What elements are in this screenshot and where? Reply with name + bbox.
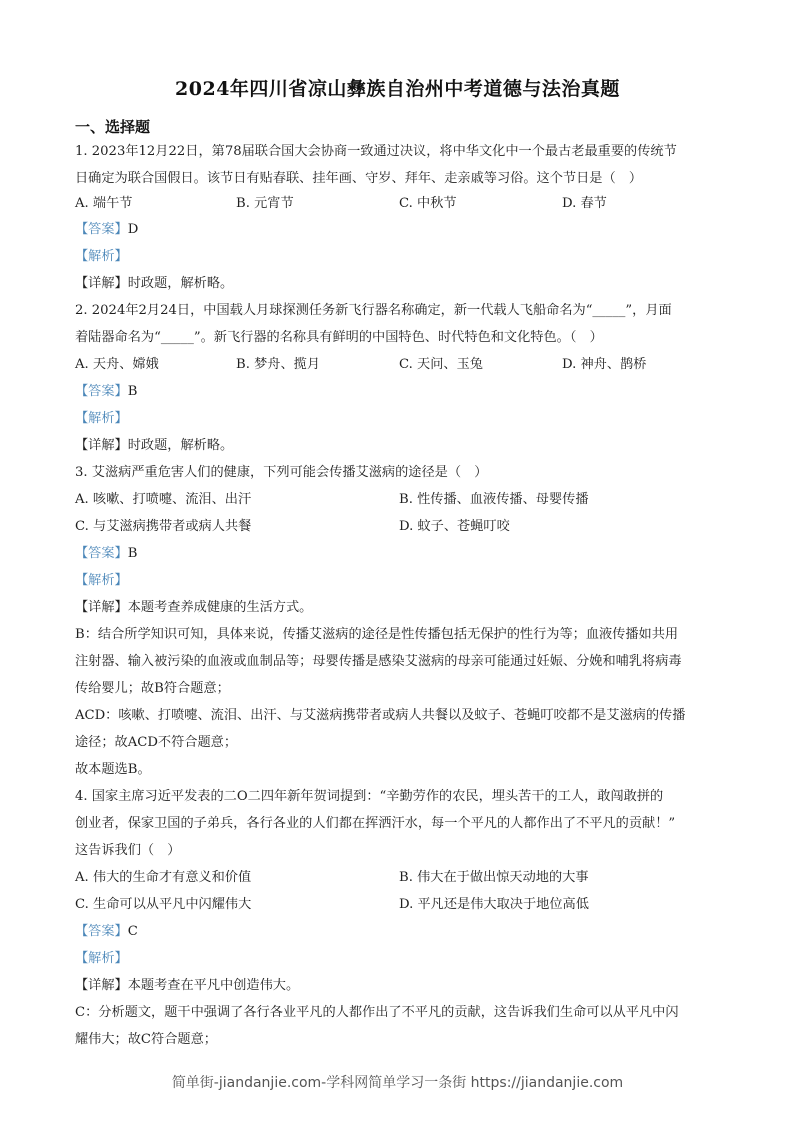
q2-stem-line-1: 2. 2024年2月24日，中国载人月球探测任务新飞行器名称确定，新一代载人飞船命名为“_____”，月面	[75, 303, 672, 318]
q3-option-b: B. 性传播、血液传播、母婴传播	[399, 492, 589, 507]
q1-option-b: B. 元宵节	[236, 196, 294, 211]
q3-stem-line-1: 3. 艾滋病严重危害人们的健康，下列可能会传播艾滋病的途径是（ ）	[75, 465, 488, 480]
q2-option-d: D. 神舟、鹊桥	[562, 357, 647, 372]
q2-option-a: A. 天舟、嫦娥	[75, 357, 159, 372]
footer-watermark: 简单街-jiandanjie.com-学科网简单学习一条街 https://jiandanjie.com	[171, 1075, 624, 1091]
q1-detail	[75, 275, 233, 293]
section-heading: 一、选择题	[75, 118, 151, 136]
q3-analysis-label: 【解析】	[75, 573, 128, 588]
detail-text: 时政题，解析略。	[127, 438, 234, 453]
q3-explanation-line-1: B：结合所学知识可知，具体来说，传播艾滋病的途径是性传播包括无保护的性行为等；血液传播如共用	[75, 627, 679, 642]
q3-option-d: D. 蚊子、苍蝇叮咬	[399, 519, 510, 534]
answer-label: 【答案】	[75, 384, 128, 399]
q4-option-c: C. 生命可以从平凡中闪耀伟大	[75, 897, 252, 912]
q1-option-a: A. 端午节	[75, 196, 133, 211]
q3-explanation-line-5: 途径；故ACD不符合题意；	[75, 735, 238, 750]
page-title: 2024年四川省凉山彝族自治州中考道德与法治真题	[175, 78, 620, 100]
q3-answer	[75, 545, 137, 563]
q2-option-c: C. 天问、玉兔	[399, 357, 483, 372]
detail-text: 本题考查在平凡中创造伟大。	[127, 978, 300, 993]
detail-label: 【详解】	[75, 438, 128, 453]
q4-stem-line-1: 4. 国家主席习近平发表的二O二四年新年贺词提到：“辛勤劳作的农民，埋头苦干的工人，敢闯敢拼的	[75, 789, 664, 804]
q4-detail	[75, 977, 299, 995]
q1-analysis-label: 【解析】	[75, 249, 128, 264]
answer-label: 【答案】	[75, 546, 128, 561]
q4-answer	[75, 923, 138, 941]
q2-stem-line-2: 着陆器命名为“_____”。新飞行器的名称具有鲜明的中国特色、时代特色和文化特色。（ ）	[75, 330, 603, 345]
q4-analysis-label: 【解析】	[75, 951, 128, 966]
q1-option-d: D. 春节	[562, 196, 607, 211]
q2-answer	[75, 383, 137, 401]
q3-option-a: A. 咳嗽、打喷嚏、流泪、出汗	[75, 492, 252, 507]
answer-label: 【答案】	[75, 222, 128, 237]
answer-value: B	[127, 384, 138, 399]
q3-explanation-line-4: ACD：咳嗽、打喷嚏、流泪、出汗、与艾滋病携带者或病人共餐以及蚊子、苍蝇叮咬都不是艾滋病的传播	[75, 708, 686, 723]
answer-label: 【答案】	[75, 924, 128, 939]
q2-analysis-label: 【解析】	[75, 411, 128, 426]
q4-option-d: D. 平凡还是伟大取决于地位高低	[399, 897, 589, 912]
detail-label: 【详解】	[75, 276, 128, 291]
q4-option-b: B. 伟大在于做出惊天动地的大事	[399, 870, 589, 885]
q4-explanation-line-2: 耀伟大；故C符合题意；	[75, 1032, 217, 1047]
q1-option-c: C. 中秋节	[399, 196, 457, 211]
q4-option-a: A. 伟大的生命才有意义和价值	[75, 870, 252, 885]
q4-stem-line-3: 这告诉我们（ ）	[75, 843, 181, 858]
detail-text: 本题考查养成健康的生活方式。	[127, 600, 313, 615]
q1-stem-line-2: 日确定为联合国假日。该节日有贴春联、挂年画、守岁、拜年、走亲戚等习俗。这个节日是（ ）	[75, 171, 643, 186]
answer-value: C	[127, 924, 138, 939]
q4-explanation-line-1: C：分析题文，题干中强调了各行各业平凡的人都作出了不平凡的贡献，这告诉我们生命可以从平凡中闪	[75, 1005, 679, 1020]
detail-text: 时政题，解析略。	[127, 276, 234, 291]
q2-option-b: B. 梦舟、揽月	[236, 357, 321, 372]
q3-explanation-line-3: 传给婴儿；故B符合题意；	[75, 681, 230, 696]
q1-answer	[75, 221, 138, 239]
answer-value: D	[127, 222, 139, 237]
q2-detail	[75, 437, 233, 455]
q3-explanation-line-2: 注射器、输入被污染的血液或血制品等；母婴传播是感染艾滋病的母亲可能通过妊娠、分娩和哺乳将病毒	[75, 654, 682, 669]
q3-explanation-line-6: 故本题选B。	[75, 762, 151, 777]
q4-stem-line-2: 创业者，保家卫国的子弟兵，各行各业的人们都在挥洒汗水，每一个平凡的人都作出了不平凡的贡献！”	[75, 816, 676, 831]
detail-label: 【详解】	[75, 978, 128, 993]
q3-detail	[75, 599, 312, 617]
detail-label: 【详解】	[75, 600, 128, 615]
q1-stem-line-1: 1. 2023年12月22日，第78届联合国大会协商一致通过决议，将中华文化中一个最古老最重要的传统节	[75, 144, 677, 159]
q3-option-c: C. 与艾滋病携带者或病人共餐	[75, 519, 252, 534]
answer-value: B	[127, 546, 138, 561]
